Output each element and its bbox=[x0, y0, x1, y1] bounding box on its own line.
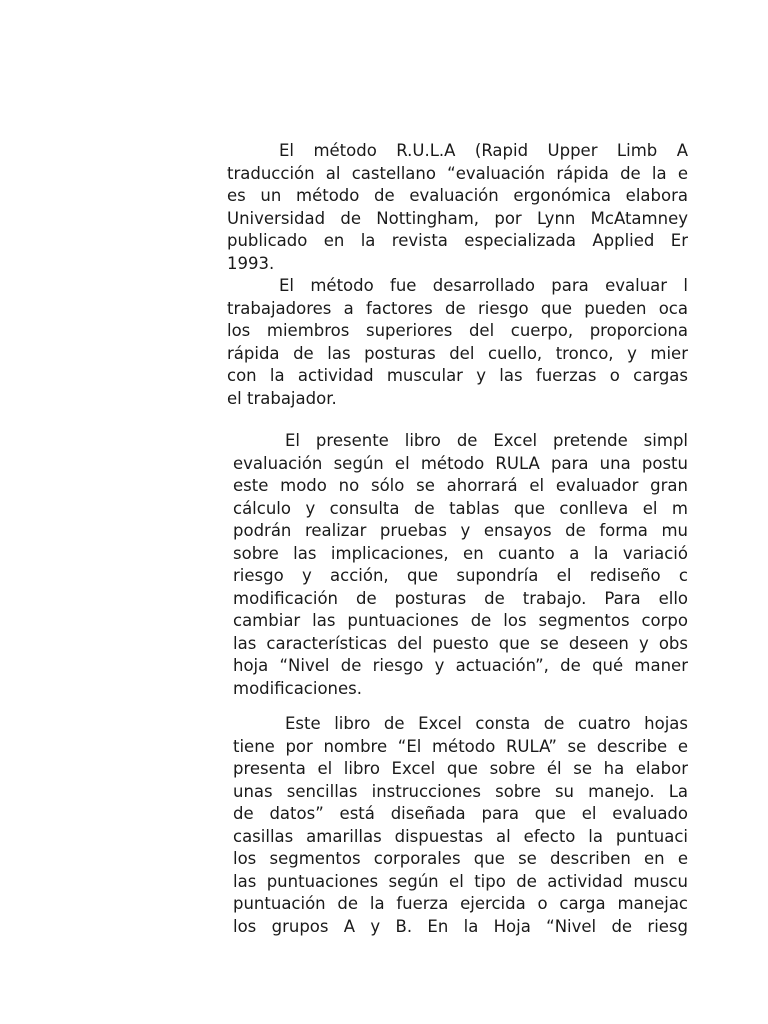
paragraph-2-line-1: El método fue desarrollado para evaluar l bbox=[279, 276, 688, 295]
paragraph-3-line-3: este modo no sólo se ahorrará el evaluador gran bbox=[233, 476, 688, 495]
paragraph-4-line-7: los segmentos corporales que se describen en e bbox=[233, 849, 688, 868]
paragraph-3-line-9: cambiar las puntuaciones de los segmentos corpo bbox=[233, 611, 688, 630]
text-block-workbook-sheets bbox=[233, 713, 688, 939]
paragraph-1-line-2: traducción al castellano “evaluación rápida de la e bbox=[227, 163, 688, 183]
paragraph-4-line-6: casillas amarillas dispuestas al efecto la puntuaci bbox=[233, 826, 688, 846]
paragraph-3-line-8: modificación de posturas de trabajo. Para ello bbox=[233, 588, 688, 608]
paragraph-4-line-3: presenta el libro Excel que sobre él se ha elabor bbox=[233, 759, 688, 778]
text-block-excel-purpose bbox=[233, 430, 688, 700]
paragraph-4-line-8: las puntuaciones según el tipo de actividad muscu bbox=[233, 871, 688, 891]
paragraph-2-line-5: con la actividad muscular y las fuerzas o cargas bbox=[227, 366, 688, 385]
paragraph-1-line-5: publicado en la revista especializada Applied Er bbox=[227, 231, 688, 250]
paragraph-1-line-6: 1993. bbox=[227, 253, 275, 273]
paragraph-1-line-1: El método R.U.L.A (Rapid Upper Limb A bbox=[279, 141, 688, 160]
paragraph-2-line-3: los miembros superiores del cuerpo, proporciona bbox=[227, 321, 688, 340]
paragraph-1-line-3: es un método de evaluación ergonómica elabora bbox=[227, 186, 688, 205]
paragraph-4-line-1: Este libro de Excel consta de cuatro hojas bbox=[285, 714, 688, 733]
text-block-rula-intro bbox=[227, 140, 688, 410]
paragraph-3-line-2: evaluación según el método RULA para una postu bbox=[233, 453, 688, 473]
paragraph-2-line-6: el trabajador. bbox=[227, 388, 337, 408]
paragraph-1-line-4: Universidad de Nottingham, por Lynn McAtamney bbox=[227, 208, 688, 228]
paragraph-3-line-6: sobre las implicaciones, en cuanto a la variació bbox=[233, 543, 688, 563]
paragraph-2-line-2: trabajadores a factores de riesgo que pueden oca bbox=[227, 298, 688, 318]
paragraph-4-line-9: puntuación de la fuerza ejercida o carga manejac bbox=[233, 894, 688, 913]
paragraph-3-line-4: cálculo y consulta de tablas que conlleva el m bbox=[233, 498, 688, 518]
paragraph-3-line-12: modificaciones. bbox=[233, 678, 363, 698]
paragraph-3-line-7: riesgo y acción, que supondría el rediseño c bbox=[233, 566, 688, 585]
paragraph-4-line-4: unas sencillas instrucciones sobre su manejo. La bbox=[233, 781, 688, 801]
paragraph-4-line-5: de datos” está diseñada para que el evaluado bbox=[233, 804, 688, 823]
paragraph-3-line-11: hoja “Nivel de riesgo y actuación”, de qué maner bbox=[233, 656, 688, 675]
paragraph-4-line-10: los grupos A y B. En la Hoja “Nivel de riesg bbox=[233, 916, 688, 936]
paragraph-3-line-5: podrán realizar pruebas y ensayos de forma mu bbox=[233, 521, 688, 540]
paragraph-4-line-2: tiene por nombre “El método RULA” se describe e bbox=[233, 736, 688, 756]
paragraph-3-line-10: las características del puesto que se deseen y obs bbox=[233, 633, 688, 653]
paragraph-2-line-4: rápida de las posturas del cuello, tronco, y mier bbox=[227, 343, 688, 363]
paragraph-3-line-1: El presente libro de Excel pretende simpl bbox=[285, 431, 688, 450]
